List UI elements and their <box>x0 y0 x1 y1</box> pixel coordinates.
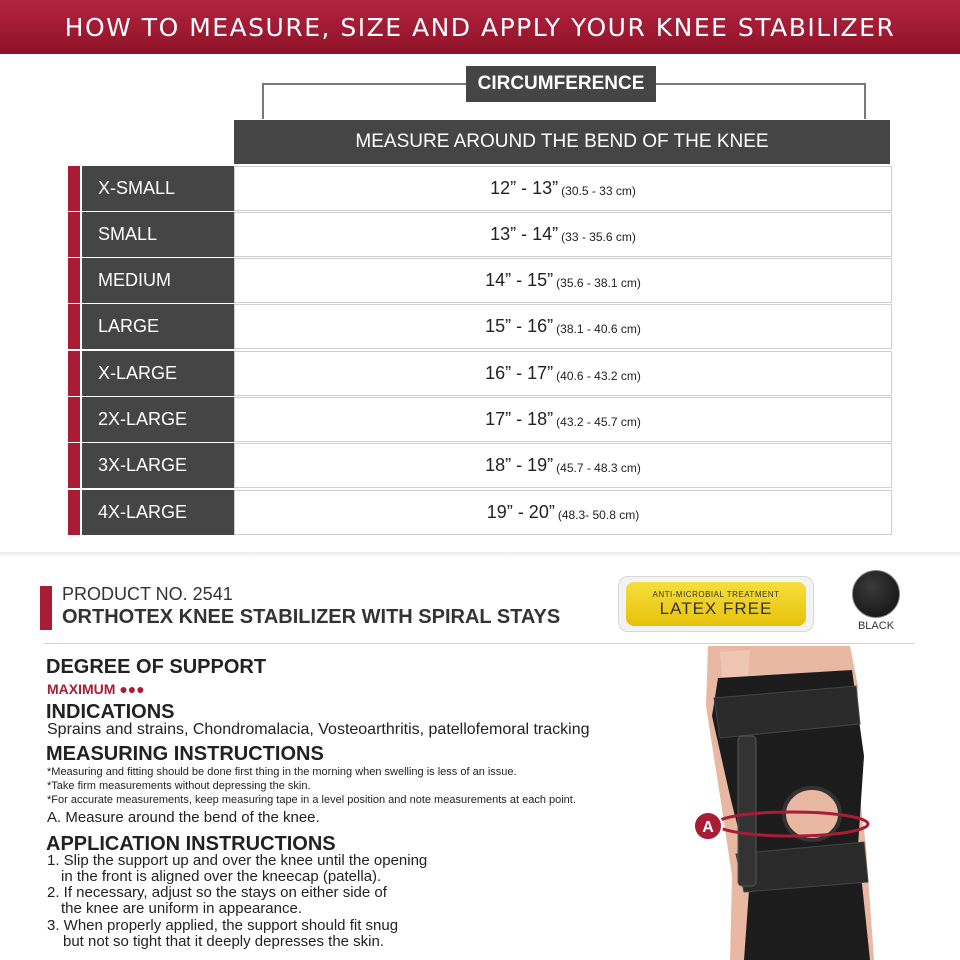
size-row <box>68 351 892 396</box>
color-swatch-black[interactable] <box>852 570 900 618</box>
row-accent <box>68 397 80 442</box>
application-title: APPLICATION INSTRUCTIONS <box>46 833 336 855</box>
size-row <box>68 304 892 349</box>
size-row <box>68 212 892 257</box>
size-name: 2X-LARGE <box>82 397 300 442</box>
product-accent-bar <box>40 586 52 630</box>
measure-column-header: MEASURE AROUND THE BEND OF THE KNEE <box>234 120 890 164</box>
application-step: 3. When properly applied, the support should fit snug but not so tight that it deeply depresses the skin. <box>47 917 399 950</box>
size-measurement: 14” - 15” (35.6 - 38.1 cm) <box>234 258 892 303</box>
measuring-title: MEASURING INSTRUCTIONS <box>46 743 324 765</box>
marker-label: A <box>702 819 714 836</box>
size-row <box>68 490 892 535</box>
row-accent <box>68 490 80 535</box>
latex-free-badge-inner <box>626 582 806 626</box>
product-number: PRODUCT NO. 2541 <box>62 584 233 604</box>
size-name: X-SMALL <box>82 166 300 211</box>
support-level: MAXIMUM ●●● <box>47 681 145 697</box>
row-accent <box>68 166 80 211</box>
size-name: 4X-LARGE <box>82 490 300 535</box>
size-name: X-LARGE <box>82 351 300 396</box>
measuring-step-a: A. Measure around the bend of the knee. <box>47 809 320 826</box>
row-accent <box>68 258 80 303</box>
size-name: 3X-LARGE <box>82 443 300 488</box>
row-accent <box>68 304 80 349</box>
banner-title: HOW TO MEASURE, SIZE AND APPLY YOUR KNEE STABILIZER <box>64 12 896 42</box>
row-accent <box>68 351 80 396</box>
badge-line2: LATEX FREE <box>659 598 773 618</box>
indications-text: Sprains and strains, Chondromalacia, Vosteoarthritis, patellofemoral tracking <box>47 721 590 738</box>
size-row <box>68 443 892 488</box>
size-measurement: 19” - 20” (48.3- 50.8 cm) <box>234 490 892 535</box>
section-divider <box>0 552 960 558</box>
application-step: 2. If necessary, adjust so the stays on either side of the knee are uniform in appearance. <box>47 884 387 917</box>
measuring-note: *Measuring and fitting should be done first thing in the morning when swelling is less of an issue. <box>47 766 517 778</box>
support-title: DEGREE OF SUPPORT <box>46 656 267 678</box>
size-row <box>68 397 892 442</box>
circumference-label: CIRCUMFERENCE <box>466 66 656 102</box>
size-measurement: 16” - 17” (40.6 - 43.2 cm) <box>234 351 892 396</box>
size-measurement: 15” - 16” (38.1 - 40.6 cm) <box>234 304 892 349</box>
size-measurement: 12” - 13” (30.5 - 33 cm) <box>234 166 892 211</box>
size-measurement: 17” - 18” (43.2 - 45.7 cm) <box>234 397 892 442</box>
size-name: MEDIUM <box>82 258 300 303</box>
size-measurement: 18” - 19” (45.7 - 48.3 cm) <box>234 443 892 488</box>
row-accent <box>68 443 80 488</box>
rule <box>44 643 914 644</box>
indications-title: INDICATIONS <box>46 701 175 723</box>
latex-free-badge <box>618 576 814 632</box>
title-banner <box>0 0 960 54</box>
badge-line1: ANTI-MICROBIAL TREATMENT <box>652 589 780 599</box>
application-step: 1. Slip the support up and over the knee until the opening in the front is aligned over the kneecap (patella). <box>47 852 428 885</box>
size-name: SMALL <box>82 212 300 257</box>
size-name: LARGE <box>82 304 300 349</box>
product-name: ORTHOTEX KNEE STABILIZER WITH SPIRAL STAYS <box>62 606 561 628</box>
size-row <box>68 258 892 303</box>
row-accent <box>68 212 80 257</box>
color-swatch-label: BLACK <box>857 620 895 632</box>
size-measurement: 13” - 14” (33 - 35.6 cm) <box>234 212 892 257</box>
knee-brace-illustration <box>660 646 920 960</box>
size-row <box>68 166 892 211</box>
measuring-note: *For accurate measurements, keep measuring tape in a level position and note measurements at each point. <box>47 794 576 806</box>
measuring-note: *Take firm measurements without depressing the skin. <box>47 780 311 792</box>
